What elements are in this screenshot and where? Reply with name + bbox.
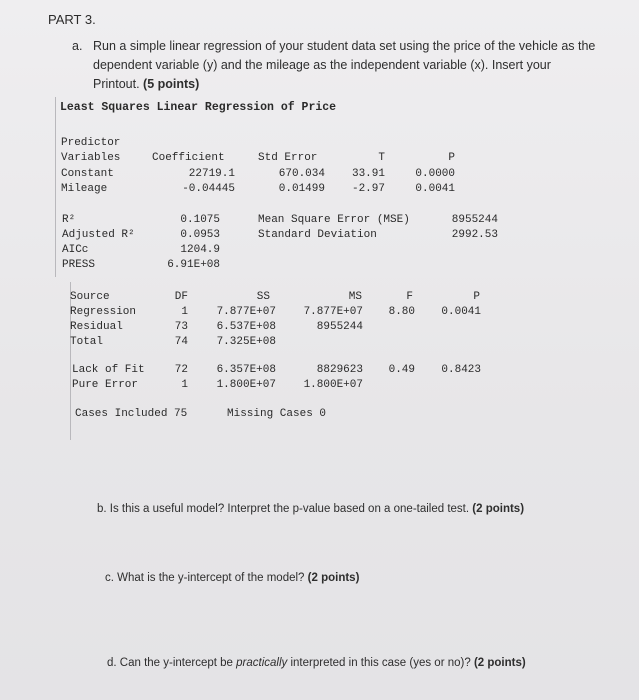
row-constant-se: 670.034 (278, 168, 325, 180)
row-mileage-se: 0.01499 (278, 183, 325, 195)
lof-lack-f: 0.49 (388, 364, 415, 376)
question-d-text-after: interpreted in this case (yes or no)? (287, 657, 471, 669)
sd-label: Standard Deviation (258, 229, 377, 241)
row-mileage-p: 0.0041 (415, 183, 455, 195)
stat-press-value: 6.91E+08 (167, 259, 220, 271)
header-predictor: Predictor (61, 137, 121, 149)
stat-r2-label: R² (62, 214, 76, 226)
anova-header-p: P (473, 291, 480, 303)
lof-lack-ss: 6.357E+08 (216, 364, 276, 376)
mse-label: Mean Square Error (MSE) (258, 214, 410, 226)
question-b (97, 503, 524, 515)
anova-total-ss: 7.325E+08 (216, 336, 276, 348)
stat-adj-r2-label: Adjusted R² (62, 229, 135, 241)
header-coefficient: Coefficient (152, 152, 225, 164)
header-p: P (448, 152, 455, 164)
header-std-error: Std Error (258, 152, 318, 164)
question-b-text: Is this a useful model? Interpret the p-value based on a one-tailed test. (109, 503, 470, 515)
question-b-points: (2 points) (472, 503, 525, 515)
question-a-points: (5 points) (143, 77, 200, 91)
anova-residual-ss: 6.537E+08 (216, 321, 276, 333)
anova-header-df: DF (174, 291, 188, 303)
lof-pure-ms: 1.800E+07 (303, 379, 363, 391)
lof-lack-source: Lack of Fit (72, 364, 145, 376)
row-mileage-coef: -0.04445 (182, 183, 235, 195)
anova-residual-df: 73 (174, 321, 188, 333)
anova-header-source: Source (70, 291, 110, 303)
anova-total-source: Total (70, 336, 104, 348)
lof-pure-df: 1 (181, 379, 188, 391)
stat-r2-value: 0.1075 (180, 214, 220, 226)
question-a (72, 37, 597, 94)
lof-pure-source: Pure Error (72, 379, 139, 391)
stat-aicc-label: AICc (62, 244, 89, 256)
mse-value: 8955244 (451, 214, 498, 226)
question-d-points: (2 points) (473, 657, 526, 669)
anova-residual-source: Residual (70, 321, 123, 333)
stat-adj-r2-value: 0.0953 (180, 229, 220, 241)
anova-regression-df: 1 (181, 306, 188, 318)
printout-border (55, 97, 56, 277)
row-constant-name: Constant (61, 168, 114, 180)
anova-total-df: 74 (174, 336, 188, 348)
anova-header-ss: SS (256, 291, 270, 303)
header-t: T (378, 152, 385, 164)
question-a-text: Run a simple linear regression of your student data set using the price of the vehicle as the dependent variable (y) and the mileage as the independent variable (x). Insert your Printout. (93, 39, 596, 91)
question-d-label: d. (107, 657, 117, 669)
question-c-label: c. (105, 572, 114, 584)
question-b-label: b. (97, 503, 107, 515)
question-d-text-italic: practically (236, 657, 288, 669)
question-c-points: (2 points) (307, 572, 360, 584)
row-constant-t: 33.91 (351, 168, 385, 180)
stat-press-label: PRESS (62, 259, 96, 271)
anova-regression-ms: 7.877E+07 (303, 306, 363, 318)
sd-value: 2992.53 (451, 229, 498, 241)
lof-lack-df: 72 (174, 364, 188, 376)
lof-lack-ms: 8829623 (316, 364, 363, 376)
anova-regression-source: Regression (70, 306, 137, 318)
question-d (107, 657, 526, 669)
anova-header-ms: MS (348, 291, 362, 303)
question-c (105, 572, 359, 584)
anova-residual-ms: 8955244 (316, 321, 363, 333)
part-title: PART 3. (48, 12, 96, 27)
cases-included: Cases Included 75 (75, 408, 188, 420)
stat-aicc-value: 1204.9 (180, 244, 220, 256)
question-d-text-before: Can the y-intercept be (119, 657, 237, 669)
anova-header-f: F (406, 291, 413, 303)
header-variables: Variables (61, 152, 121, 164)
cases-missing: Missing Cases 0 (227, 408, 327, 420)
question-c-text: What is the y-intercept of the model? (117, 572, 305, 584)
row-mileage-t: -2.97 (351, 183, 385, 195)
question-a-label: a. (72, 39, 83, 53)
lof-lack-p: 0.8423 (441, 364, 481, 376)
anova-regression-ss: 7.877E+07 (216, 306, 276, 318)
anova-regression-p: 0.0041 (441, 306, 481, 318)
lof-pure-ss: 1.800E+07 (216, 379, 276, 391)
output-title: Least Squares Linear Regression of Price (60, 101, 337, 114)
anova-regression-f: 8.80 (388, 306, 415, 318)
row-constant-p: 0.0000 (415, 168, 455, 180)
row-constant-coef: 22719.1 (188, 168, 235, 180)
row-mileage-name: Mileage (61, 183, 108, 195)
